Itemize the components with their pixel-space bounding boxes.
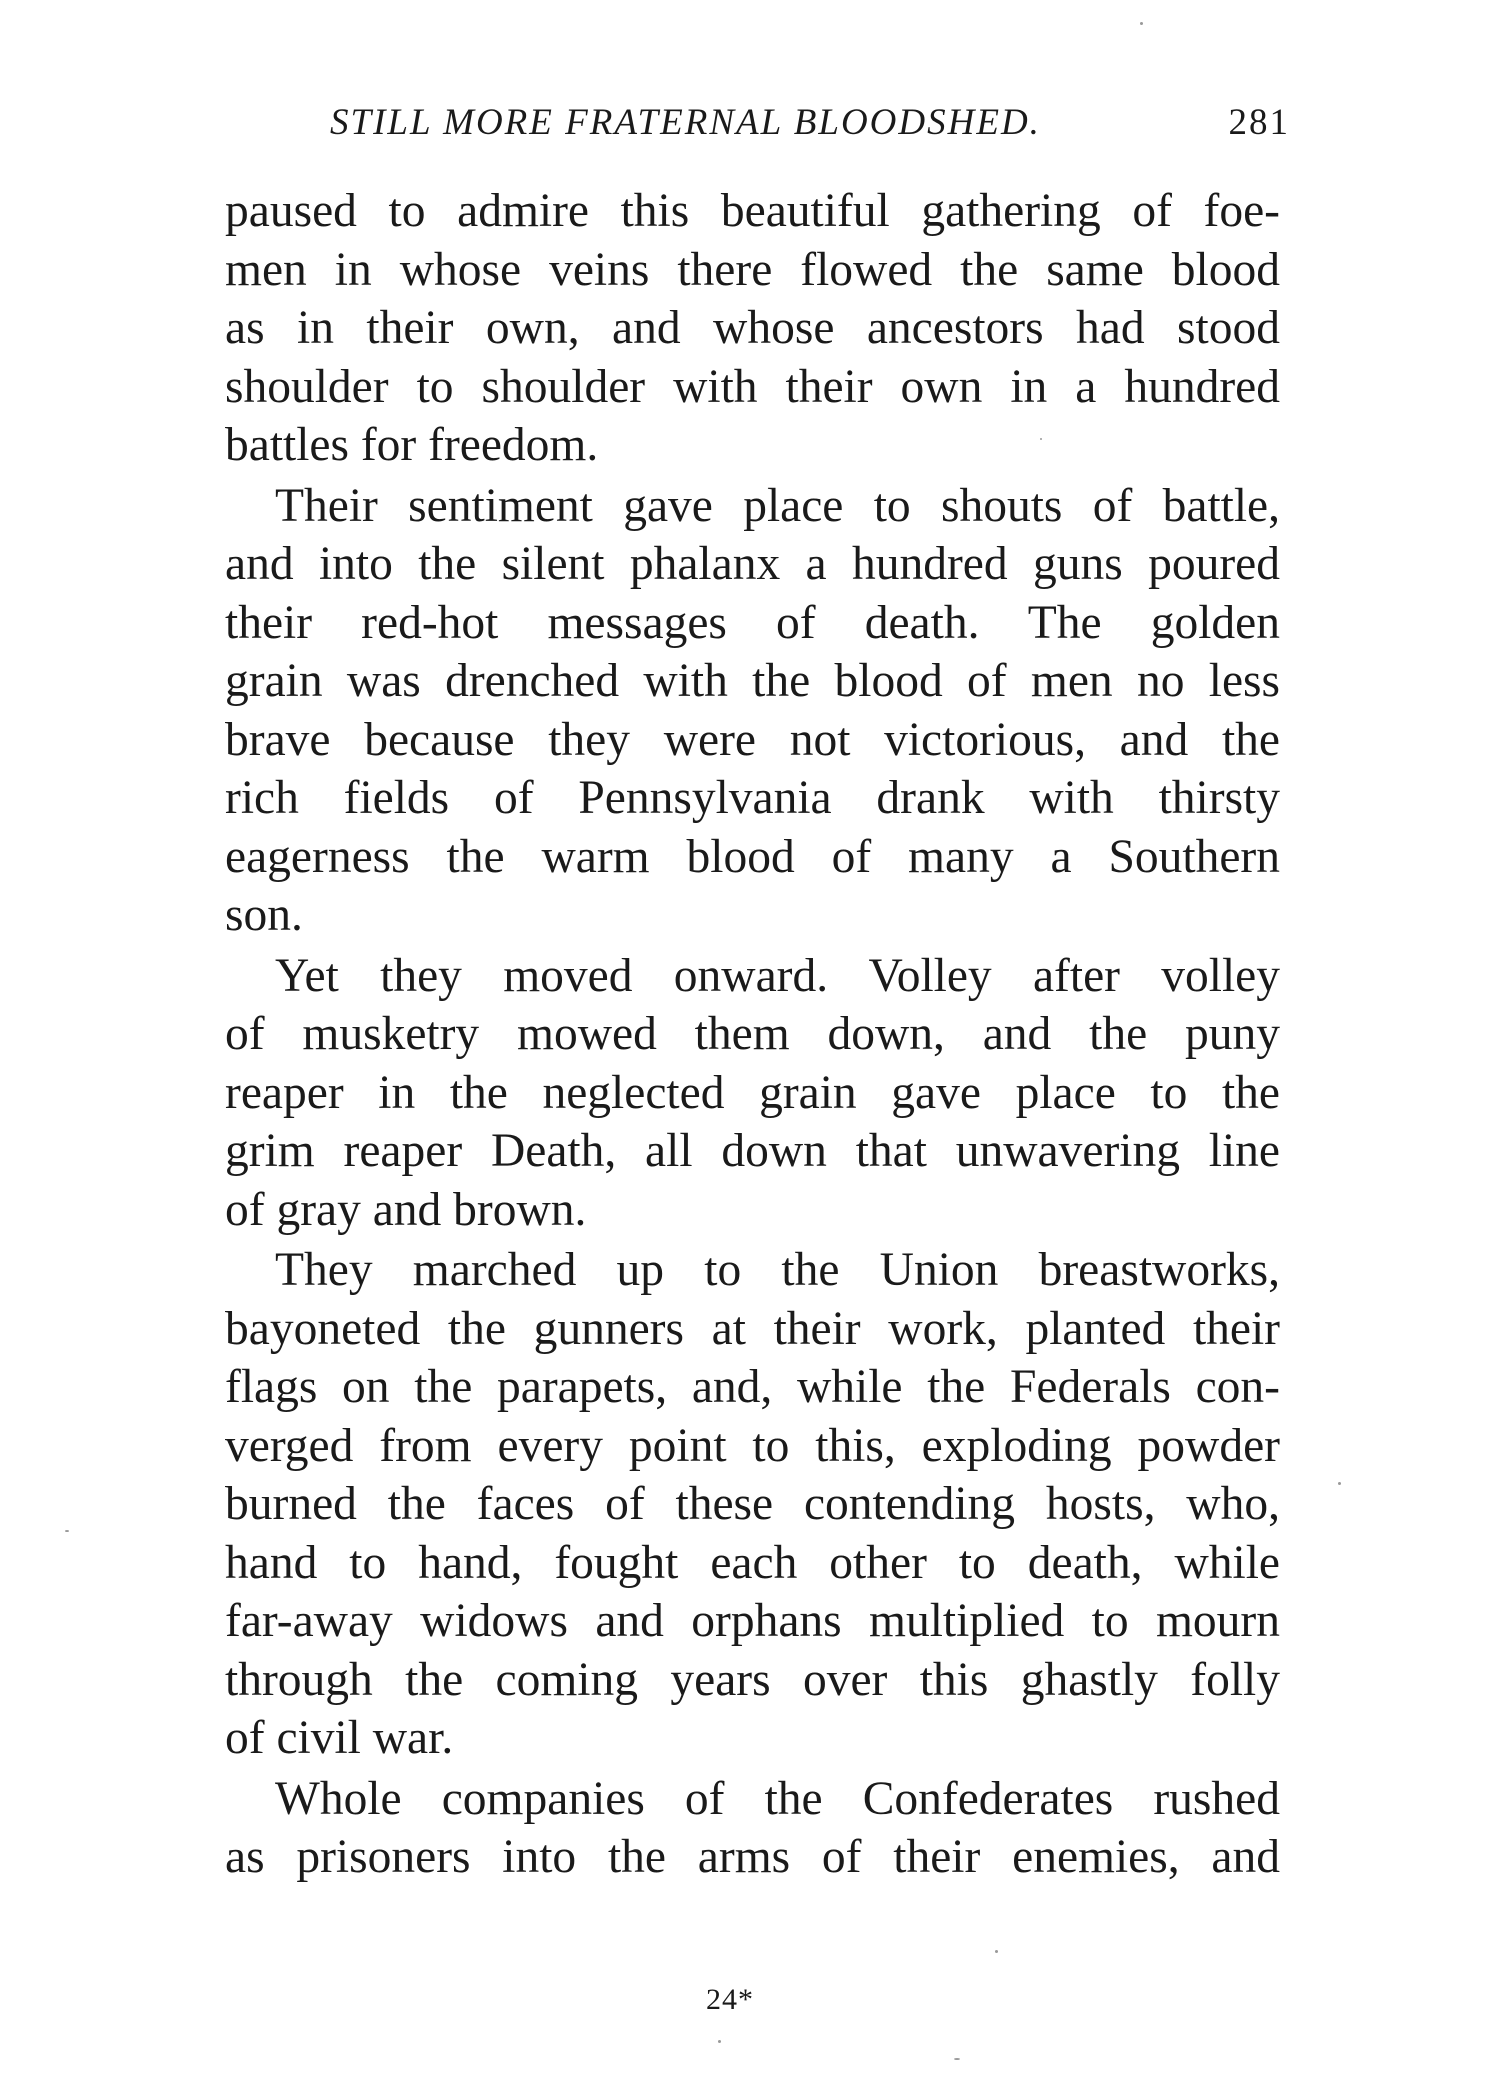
text-line: of gray and brown.	[225, 1183, 587, 1236]
paper-speck	[1040, 438, 1042, 440]
paper-speck	[1140, 22, 1143, 25]
paper-speck	[954, 2058, 960, 2060]
text-line: grim reaper Death, all down that unwavering line	[225, 1125, 1280, 1177]
text-line: verged from every point to this, exploding powder	[225, 1419, 1280, 1472]
text-line: as prisoners into the arms of their enemies, and	[225, 1831, 1280, 1883]
text-line: of civil war.	[225, 1712, 454, 1764]
text-line: brave because they were not victorious, and the	[225, 713, 1280, 766]
text-line: paused to admire this beautiful gathering of foe-	[225, 185, 1280, 237]
text-line: rich fields of Pennsylvania drank with thirsty	[225, 772, 1280, 824]
paper-speck	[65, 1530, 69, 1532]
paper-speck	[1338, 1482, 1341, 1485]
text-line: far-away widows and orphans multiplied to mourn	[225, 1595, 1280, 1647]
text-line: through the coming years over this ghastly folly	[225, 1653, 1280, 1706]
signature-mark: 24*	[706, 1983, 754, 2016]
paper-speck	[718, 2040, 721, 2043]
paper-speck	[995, 1950, 998, 1953]
text-line: Their sentiment gave place to shouts of battle,	[275, 479, 1280, 532]
text-line: grain was drenched with the blood of men no less	[225, 655, 1280, 707]
text-line: They marched up to the Union breastworks,	[275, 1244, 1280, 1296]
text-line: their red-hot messages of death. The golden	[225, 596, 1280, 649]
text-line: Whole companies of the Confederates rushed	[275, 1772, 1280, 1825]
paragraph-3	[225, 947, 1280, 1240]
text-line: shoulder to shoulder with their own in a hundred	[225, 360, 1280, 413]
body-text	[225, 182, 1280, 1887]
text-line: as in their own, and whose ancestors had stood	[225, 302, 1280, 354]
text-line: burned the faces of these contending hosts, who,	[225, 1478, 1280, 1530]
text-line: and into the silent phalanx a hundred guns poured	[225, 538, 1280, 590]
text-line: eagerness the warm blood of many a Southern	[225, 830, 1280, 883]
paragraph-2	[225, 477, 1280, 945]
text-line: reaper in the neglected grain gave place to the	[225, 1066, 1280, 1119]
text-line: son.	[225, 889, 303, 941]
text-line: men in whose veins there flowed the same blood	[225, 243, 1280, 296]
running-title: STILL MORE FRATERNAL BLOODSHED.	[330, 102, 1041, 143]
text-line: flags on the parapets, and, while the Federals con-	[225, 1361, 1280, 1413]
text-line: Yet they moved onward. Volley after volley	[275, 949, 1280, 1002]
paragraph-1	[225, 182, 1280, 475]
paragraph-4	[225, 1241, 1280, 1768]
paragraph-5	[225, 1770, 1280, 1887]
text-line: battles for freedom.	[225, 419, 599, 471]
text-line: of musketry mowed them down, and the puny	[225, 1008, 1280, 1060]
page-number: 281	[1228, 102, 1290, 143]
text-line: bayoneted the gunners at their work, planted their	[225, 1302, 1280, 1355]
text-line: hand to hand, fought each other to death, while	[225, 1536, 1280, 1589]
running-head	[300, 98, 1290, 148]
